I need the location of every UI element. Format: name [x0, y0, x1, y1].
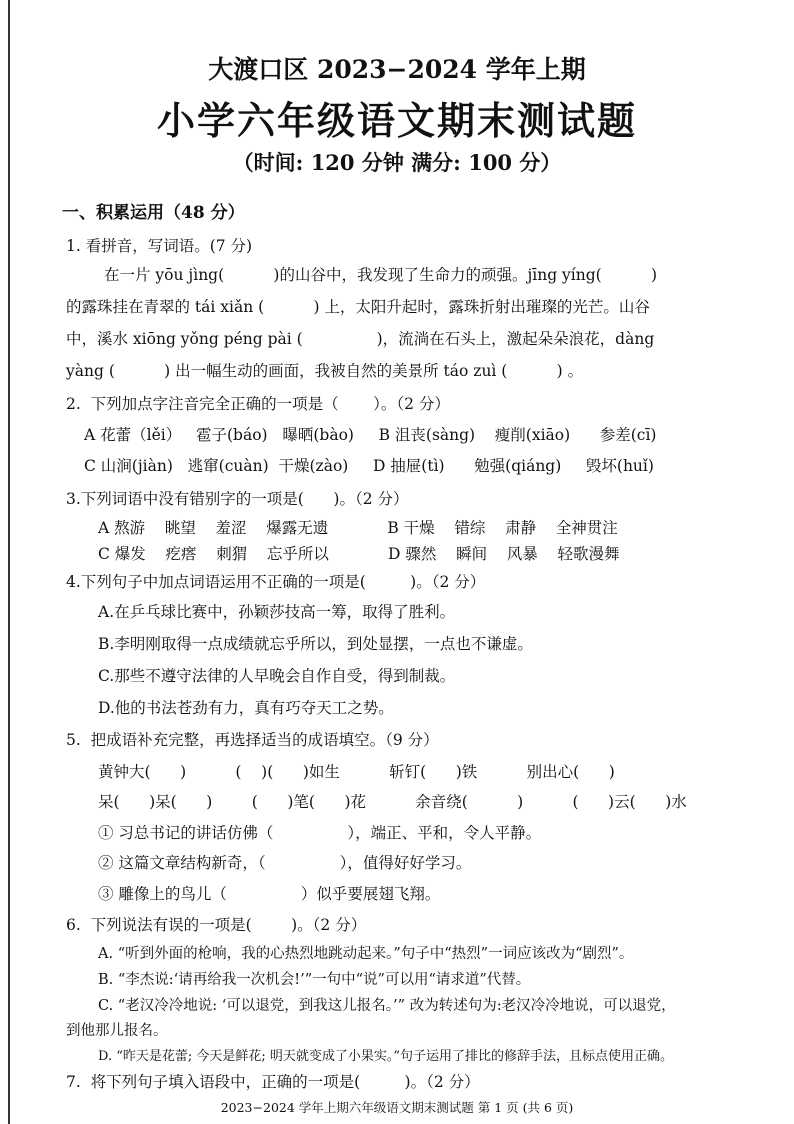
- page-footer: 2023−2024 学年上期六年级语文期末测试题 第 1 页 (共 6 页): [220, 1100, 574, 1115]
- q2-options-row: C 山涧(jiàn) 逃窜(cuàn) 干燥(zào) D 抽屉(tì) 勉强(qiáng) 毁坏(huǐ): [84, 457, 654, 475]
- q5-stem: 5. 把成语补充完整，再选择适当的成语填空。（9 分）: [66, 731, 439, 749]
- q7-stem: 7. 将下列句子填入语段中，正确的一项是( )。（2 分）: [66, 1073, 480, 1091]
- section-heading: 一、积累运用（48 分）: [62, 203, 245, 223]
- q6-option-c-cont: 到他那儿报名。: [66, 1023, 168, 1039]
- q1-line: 的露珠挂在青翠的 tái xiǎn ( ) 上，太阳升起时，露珠折射出璀璨的光芒。山谷: [66, 298, 650, 316]
- q6-stem: 6. 下列说法有误的一项是( )。（2 分）: [66, 916, 367, 934]
- q6-option-c: C. “老汉冷冷地说: ‘可以退党，到我这儿报名。’” 改为转述句为:老汉冷冷地说，可以退党，: [98, 998, 676, 1014]
- q6-option-d: D. “昨天是花蕾; 今天是鲜花; 明天就变成了小果实。”句子运用了排比的修辞手法，且标点使用正确。: [98, 1049, 674, 1064]
- exam-title: 小学六年级语文期末测试题: [156, 98, 637, 143]
- q1-line: 中，溪水 xiōng yǒng péng pài ( )，流淌在石头上，激起朵朵浪花，dàng: [66, 330, 655, 348]
- q2-options-row: A 花蕾（lěi） 雹子(báo) 曝晒(bào) B 沮丧(sàng) 瘦削(xiāo) 参差(cī): [84, 426, 657, 444]
- q6-option-b: B. “李杰说:‘请再给我一次机会!’”一句中“说”可以用“请求道”代替。: [98, 972, 531, 988]
- q5-fill-sentence: ② 这篇文章结构新奇，（ ），值得好好学习。: [98, 854, 472, 872]
- exam-title-line1: 大渡口区 2023−2024 学年上期: [208, 55, 586, 84]
- q4-option-b: B.李明刚取得一点成绩就忘乎所以，到处显摆，一点也不谦虚。: [98, 635, 533, 653]
- q6-option-a: A. “听到外面的枪响，我的心热烈地跳动起来。”句子中“热烈”一词应该改为“剧烈”。: [98, 946, 634, 962]
- q4-stem: 4.下列句子中加点词语运用不正确的一项是( )。（2 分）: [66, 573, 486, 591]
- q3-options-row: C 爆发 疙瘩 刺猬 忘乎所以 D 骤然 瞬间 风暴 轻歌漫舞: [98, 545, 620, 563]
- q1-line: yàng ( ) 出一幅生动的画面，我被自然的美景所 táo zuì ( ) 。: [66, 362, 584, 380]
- q4-option-d: D.他的书法苍劲有力，真有巧夺天工之势。: [98, 699, 394, 717]
- q1-line: 在一片 yōu jìng( )的山谷中，我发现了生命力的顽强。jīng yíng( ): [104, 266, 658, 284]
- q4-option-c: C.那些不遵守法律的人早晚会自作自受，得到制裁。: [98, 667, 456, 685]
- exam-time-score: （时间: 120 分钟 满分: 100 分）: [232, 150, 562, 175]
- q5-idiom-row: 黄钟大( ) ( )( )如生 斩钉( )铁 别出心( ): [98, 763, 615, 781]
- q5-idiom-row: 呆( )呆( ) ( )笔( )花 余音绕( ) ( )云( )水: [98, 793, 687, 811]
- q4-option-a: A.在乒乓球比赛中，孙颖莎技高一筹，取得了胜利。: [98, 603, 456, 621]
- q3-options-row: A 熬游 眺望 羞涩 爆露无遗 B 干燥 错综 肃静 全神贯注: [98, 519, 618, 537]
- q3-stem: 3.下列词语中没有错别字的一项是( )。（2 分）: [66, 490, 409, 508]
- q5-fill-sentence: ③ 雕像上的鸟儿（ ）似乎要展翅飞翔。: [98, 885, 441, 903]
- q1-stem: 1. 看拼音，写词语。(7 分): [66, 237, 253, 255]
- q5-fill-sentence: ① 习总书记的讲话仿佛（ ），端正、平和，令人平静。: [98, 824, 542, 842]
- q2-stem: 2. 下列加点字注音完全正确的一项是（ ）。（2 分）: [66, 395, 450, 413]
